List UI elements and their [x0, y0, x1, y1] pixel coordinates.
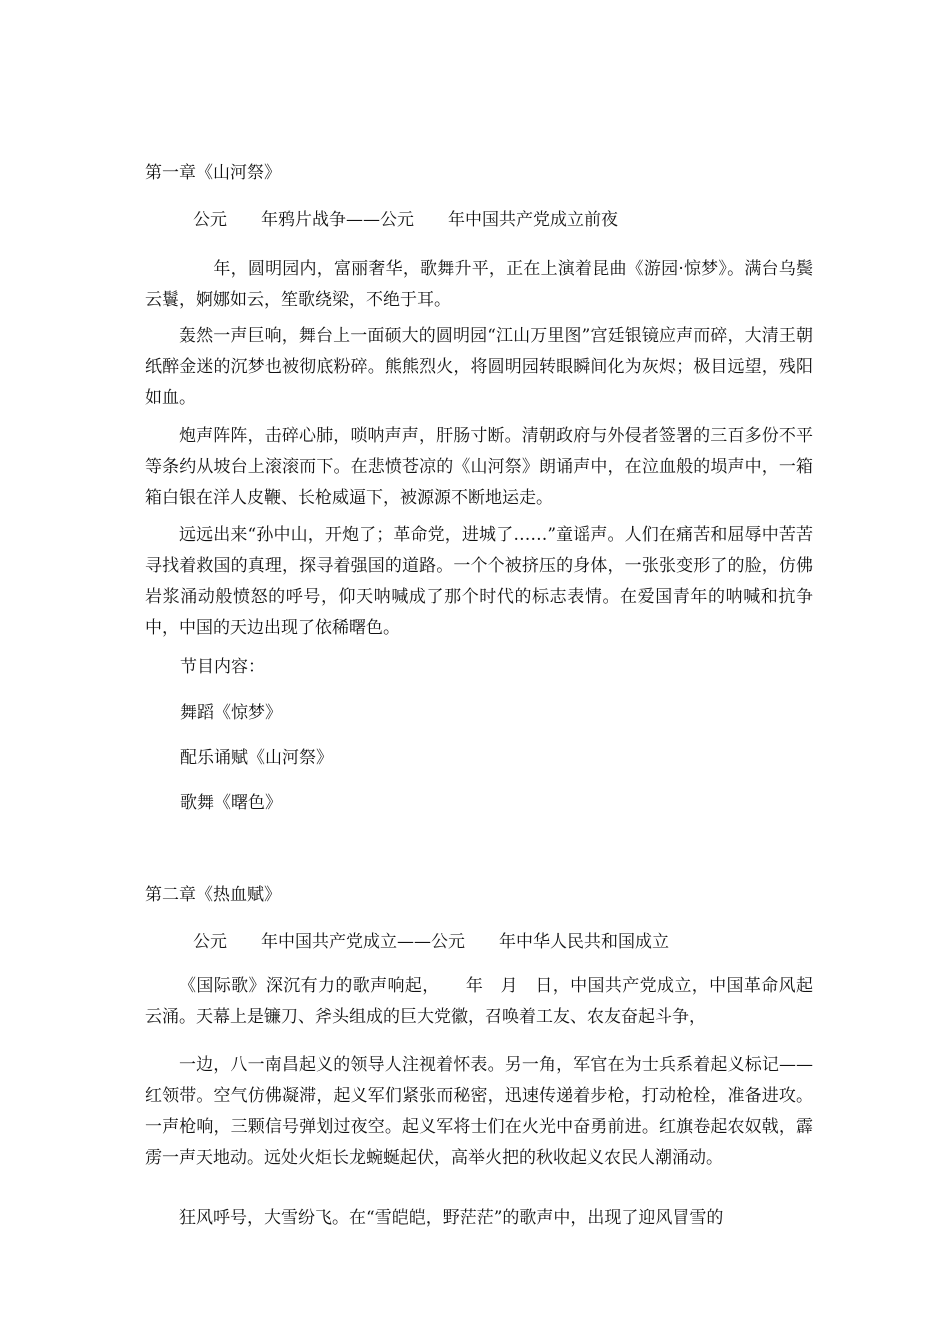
chapter1-paragraph-2: 轰然一声巨响，舞台上一面硕大的圆明园“江山万里图”宫廷银镜应声而碎，大清王朝纸醉金迷的沉梦也被彻底粉碎。熊熊烈火，将圆明园转眼瞬间化为灰烬；极目远望，残阳如血。: [145, 326, 813, 408]
chapter2-paragraph-2: 一边，八一南昌起义的领导人注视着怀表。另一角，军官在为士兵系着起义标记——红领带。空气仿佛凝滞，起义军们紧张而秘密，迅速传递着步枪，打动枪栓，准备进攻。一声枪响，三颗信号弹划过夜空。起义军将士们在火光中奋勇前进。红旗卷起农奴戟，霹雳一声天地动。远处火炬长龙蜿蜒起伏，高举火把的秋收起义农民人潮涌动。: [145, 1055, 813, 1168]
chapter1-paragraph-1: 年，圆明园内，富丽奢华，歌舞升平，正在上演着昆曲《游园·惊梦》。满台乌鬓云鬟，婀娜如云，笙歌绕梁，不绝于耳。: [145, 259, 813, 310]
chapter2-paragraph-3: 狂风呼号，大雪纷飞。在“雪皑皑，野茫茫”的歌声中，出现了迎风冒雪的: [179, 1208, 724, 1228]
chapter2-title: 第二章《热血赋》: [145, 885, 281, 905]
program-label: 节目内容：: [180, 657, 265, 677]
program-item-3: 歌舞《曙色》: [180, 793, 282, 813]
chapter2-paragraph-1: 《国际歌》深沉有力的歌声响起， 年 月 日，中国共产党成立，中国革命风起云涌。天幕上是镰刀、斧头组成的巨大党徽，召唤着工友、农友奋起斗争，: [145, 976, 813, 1027]
program-item-1: 舞蹈《惊梦》: [180, 703, 282, 723]
chapter1-subtitle: 公元 年鸦片战争——公元 年中国共产党成立前夜: [193, 210, 618, 230]
chapter2-subtitle: 公元 年中国共产党成立——公元 年中华人民共和国成立: [193, 932, 669, 952]
program-item-2: 配乐诵赋《山河祭》: [180, 748, 333, 768]
chapter1-paragraph-3: 炮声阵阵，击碎心肺，唢呐声声，肝肠寸断。清朝政府与外侵者签署的三百多份不平等条约从坡台上滚滚而下。在悲愤苍凉的《山河祭》朗诵声中，在泣血般的埙声中，一箱箱白银在洋人皮鞭、长枪威逼下，被源源不断地运走。: [145, 426, 813, 508]
chapter1-title: 第一章《山河祭》: [145, 163, 281, 183]
chapter1-paragraph-4: 远远出来“孙中山，开炮了；革命党，进城了……”童谣声。人们在痛苦和屈辱中苦苦寻找着救国的真理，探寻着强国的道路。一个个被挤压的身体，一张张变形了的脸，仿佛岩浆涌动般愤怒的呼号，仰天呐喊成了那个时代的标志表情。在爱国青年的呐喊和抗争中，中国的天边出现了依稀曙色。: [145, 525, 813, 638]
